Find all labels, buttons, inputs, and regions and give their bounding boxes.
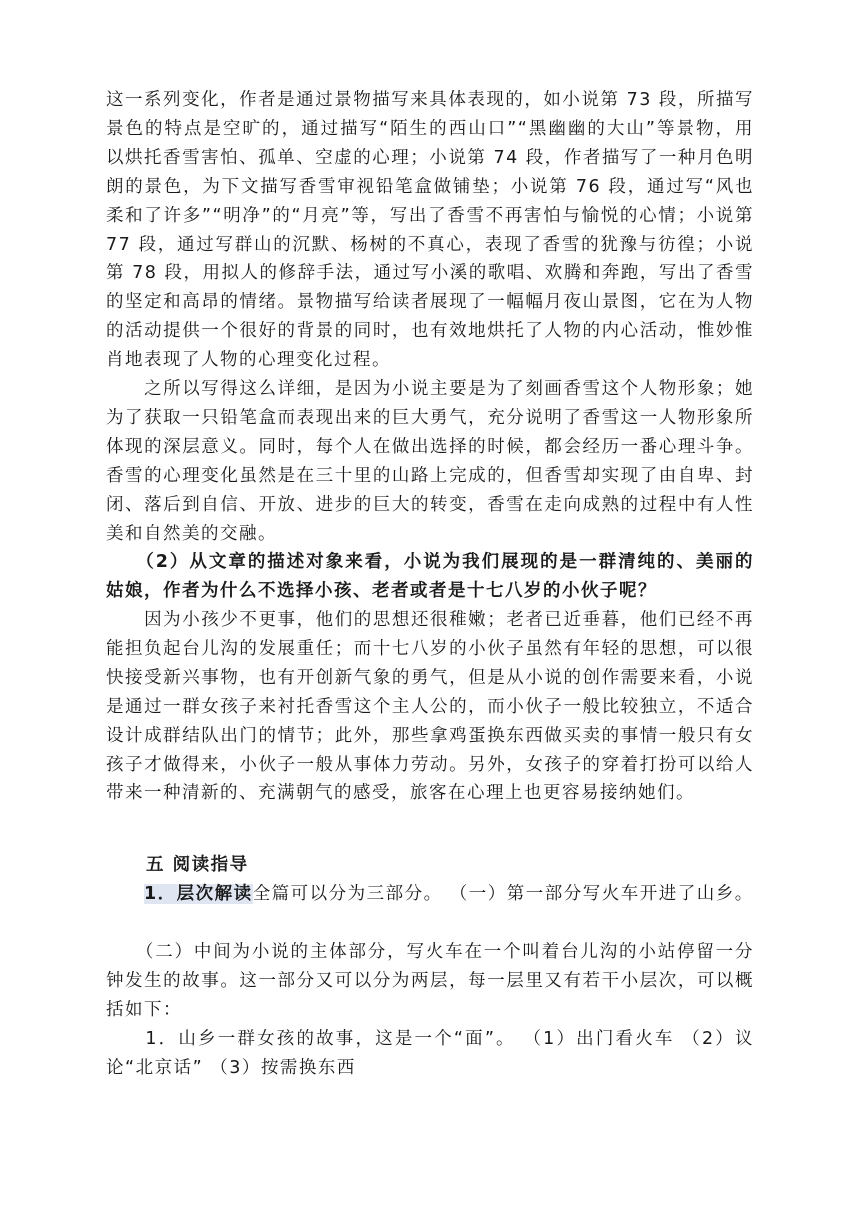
highlighted-label: 1．层次解读 <box>144 884 253 904</box>
question-2: （2）从文章的描述对象来看，小说为我们展现的是一群清纯的、美丽的姑娘，作者为什么不选择小孩、老者或者是十七八岁的小伙子呢？ <box>106 552 754 601</box>
paragraph-detail-reason: 之所以写得这么详细，是因为小说主要是为了刻画香雪这个人物形象；她为了获取一只铅笔盒而表现出来的巨大勇气，充分说明了香雪这一人物形象所体现的深层意义。同时，每个人在做出选择的时候，都会经历一番心理斗争。香雪的心理变化虽然是在三十里的山路上完成的，但香雪却实现了由自卑、封闭、落后到自信、开放、进步的巨大的转变，香雪在走向成熟的过程中有人性美和自然美的交融。 <box>106 379 754 544</box>
paragraph-answer-2: 因为小孩少不更事，他们的思想还很稚嫩；老者已近垂暮，他们已经不再能担负起台儿沟的发展重任；而十七八岁的小伙子虽然有年轻的思想，可以很快接受新兴事物，也有开创新气象的勇气，但是从小说的创作需要来看，小说是通过一群女孩子来衬托香雪这个主人公的，而小伙子一般比较独立，不适合设计成群结队出门的情节；此外，那些拿鸡蛋换东西做买卖的事情一般只有女孩子才做得来，小伙子一般从事体力劳动。另外，女孩子的穿着打扮可以给人带来一种清新的、充满朝气的感受，旅客在心理上也更容易接纳她们。 <box>106 610 754 804</box>
paragraph-scenery-analysis: 这一系列变化，作者是通过景物描写来具体表现的，如小说第 73 段，所描写景色的特点是空旷的，通过描写“陌生的西山口”“黑幽幽的大山”等景物，用以烘托香雪害怕、孤单、空虚的心理；小说第 74 段，作者描写了一种月色明朗的景色，为下文描写香雪审视铅笔盒做铺垫；小说第 76 段，通过写“风也柔和了许多”“明净”的“月亮”等，写出了香雪不再害怕与愉悦的心情；小说第 77 段，通过写群山的沉默、杨树的不真心，表现了香雪的犹豫与彷徨；小说第 78 段，用拟人的修辞手法，通过写小溪的歌唱、欢腾和奔跑，写出了香雪的坚定和高昂的情绪。景物描写给读者展现了一幅幅月夜山景图，它在为人物的活动提供一个很好的背景的同时，也有效地烘托了人物的内心活动，惟妙惟肖地表现了人物的心理变化过程。 <box>106 90 754 371</box>
paragraph-middle-part: （二）中间为小说的主体部分，写火车在一个叫着台儿沟的小站停留一分钟发生的故事。这一部分又可以分为两层，每一层里又有若干小层次，可以概括如下： <box>106 942 754 1020</box>
structure-text: 全篇可以分为三部分。 （一）第一部分写火车开进了山乡。 <box>252 884 754 904</box>
section-heading: 五 阅读指导 <box>146 855 249 875</box>
paragraph-structure <box>106 880 754 909</box>
paragraph-girls-story: 1．山乡一群女孩的故事，这是一个“面”。 （1）出门看火车 （2）议论“北京话” （3）按需换东西 <box>106 1029 754 1078</box>
